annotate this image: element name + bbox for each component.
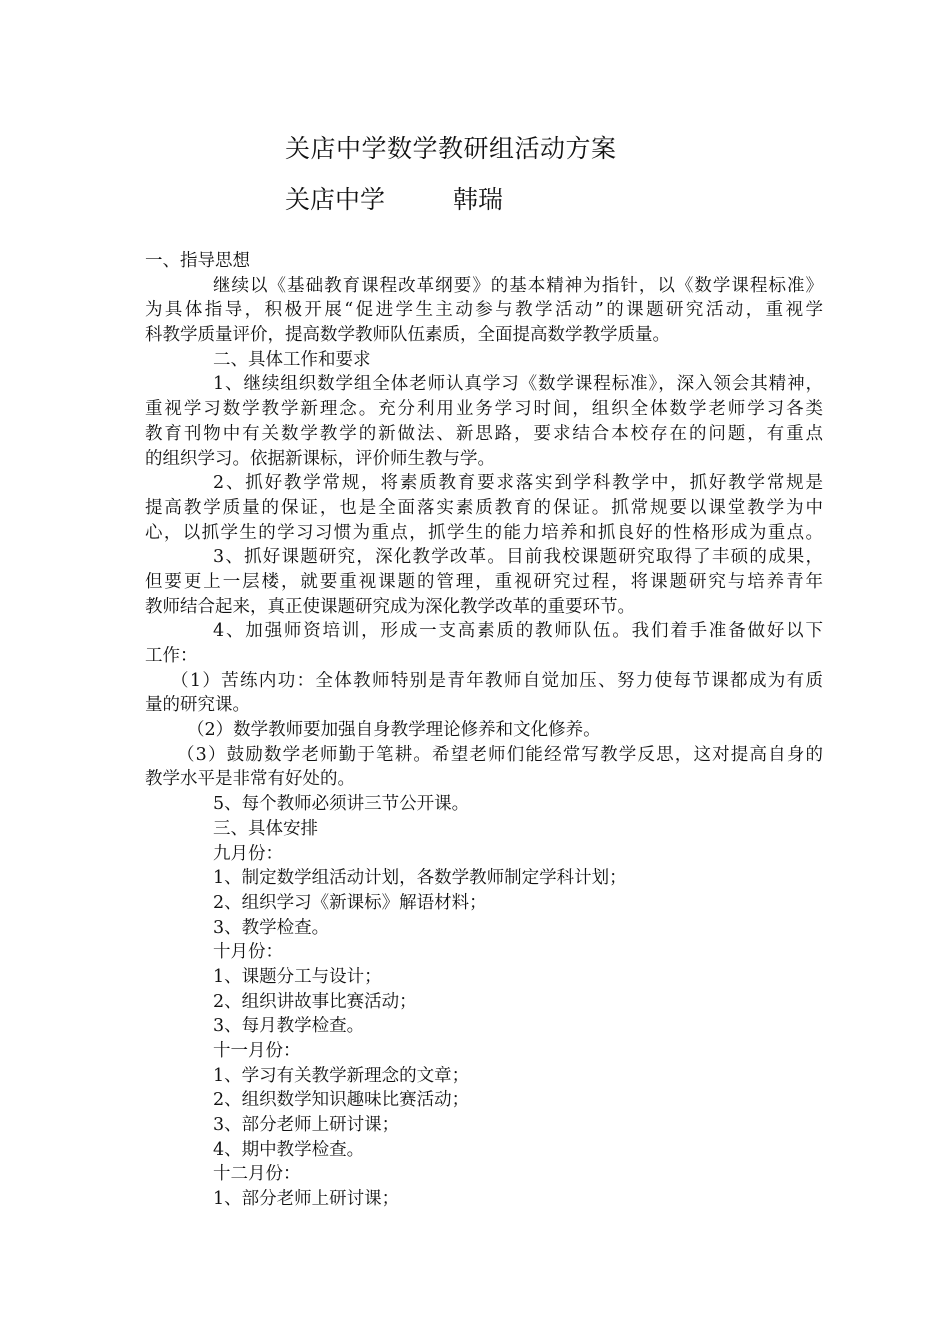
paragraph-line: 教师结合起来，真正使课题研究成为深化教学改革的重要环节。: [145, 596, 635, 617]
author-name: 韩瑞: [453, 185, 504, 214]
paragraph-line: 4、加强师资培训，形成一支高素质的教师队伍。我们着手准备做好以下: [213, 621, 823, 642]
schedule-item: 1、制定数学组活动计划，各数学教师制定学科计划；: [213, 868, 627, 889]
section-heading: 三、具体安排: [213, 818, 318, 839]
paragraph-line: 2、抓好教学常规，将素质教育要求落实到学科教学中，抓好教学常规是: [213, 473, 823, 494]
schedule-item: 2、组织讲故事比赛活动；: [213, 991, 417, 1012]
paragraph-line: 工作：: [145, 646, 198, 666]
paragraph-line: 科教学质量评价，提高数学教师队伍素质，全面提高数学教学质量。: [145, 325, 670, 346]
section-heading: 一、指导思想: [145, 251, 250, 271]
paragraph-line: 但要更上一层楼，就要重视课题的管理，重视研究过程，将课题研究与培养青年: [145, 571, 823, 592]
schedule-item: 4、期中教学检查。: [213, 1139, 365, 1160]
list-item-line: 教学水平是非常有好处的。: [145, 769, 355, 790]
document-title: 关店中学数学教研组活动方案: [285, 134, 617, 163]
section-heading: 二、具体工作和要求: [213, 349, 371, 370]
paragraph-line: 重视学习数学教学新理念。充分利用业务学习时间，组织全体数学老师学习各类: [145, 399, 823, 420]
schedule-item: 3、每月教学检查。: [213, 1016, 365, 1037]
paragraph-line: 5、每个教师必须讲三节公开课。: [213, 794, 470, 815]
paragraph-line: 3、抓好课题研究，深化教学改革。目前我校课题研究取得了丰硕的成果，: [213, 547, 823, 568]
paragraph-line: 继续以《基础教育课程改革纲要》的基本精神为指针，以《数学课程标准》: [213, 275, 823, 296]
paragraph-line: 为具体指导，积极开展“促进学生主动参与教学活动”的课题研究活动，重视学: [145, 300, 823, 321]
paragraph-line: 心，以抓学生的学习习惯为重点，抓学生的能力培养和抓良好的性格形成为重点。: [145, 522, 823, 543]
month-heading: 十月份：: [213, 942, 283, 963]
list-item-line: 量的研究课。: [145, 695, 250, 716]
month-heading: 十二月份：: [213, 1164, 301, 1185]
schedule-item: 1、学习有关教学新理念的文章；: [213, 1065, 470, 1086]
list-item-line: （2）数学教师要加强自身教学理论修养和文化修养。: [187, 720, 601, 741]
schedule-item: 1、部分老师上研讨课；: [213, 1189, 400, 1210]
author-line: [285, 182, 503, 218]
month-heading: 九月份：: [213, 843, 283, 864]
schedule-item: 2、组织数学知识趣味比赛活动；: [213, 1090, 470, 1111]
paragraph-line: 教育刊物中有关数学教学的新做法、新思路，要求结合本校存在的问题，有重点: [145, 423, 823, 444]
list-item-line: （1）苦练内功：全体教师特别是青年教师自觉加压、努力使每节课都成为有质: [171, 670, 823, 691]
schedule-item: 3、教学检查。: [213, 917, 330, 938]
schedule-item: 2、组织学习《新课标》解语材料；: [213, 892, 487, 913]
schedule-item: 1、课题分工与设计；: [213, 966, 382, 987]
paragraph-line: 1、继续组织数学组全体老师认真学习《数学课程标准》，深入领会其精神，: [213, 374, 823, 395]
paragraph-line: 的组织学习。依据新课标，评价师生教与学。: [145, 448, 495, 469]
list-item-line: （3）鼓励数学老师勤于笔耕。希望老师们能经常写教学反思，这对提高自身的: [177, 744, 823, 765]
schedule-item: 3、部分老师上研讨课；: [213, 1115, 400, 1136]
month-heading: 十一月份：: [213, 1041, 301, 1061]
document-body: [145, 249, 823, 1212]
paragraph-line: 提高教学质量的保证，也是全面落实素质教育的保证。抓常规要以课堂教学为中: [145, 497, 823, 518]
school-name: 关店中学: [285, 185, 386, 214]
